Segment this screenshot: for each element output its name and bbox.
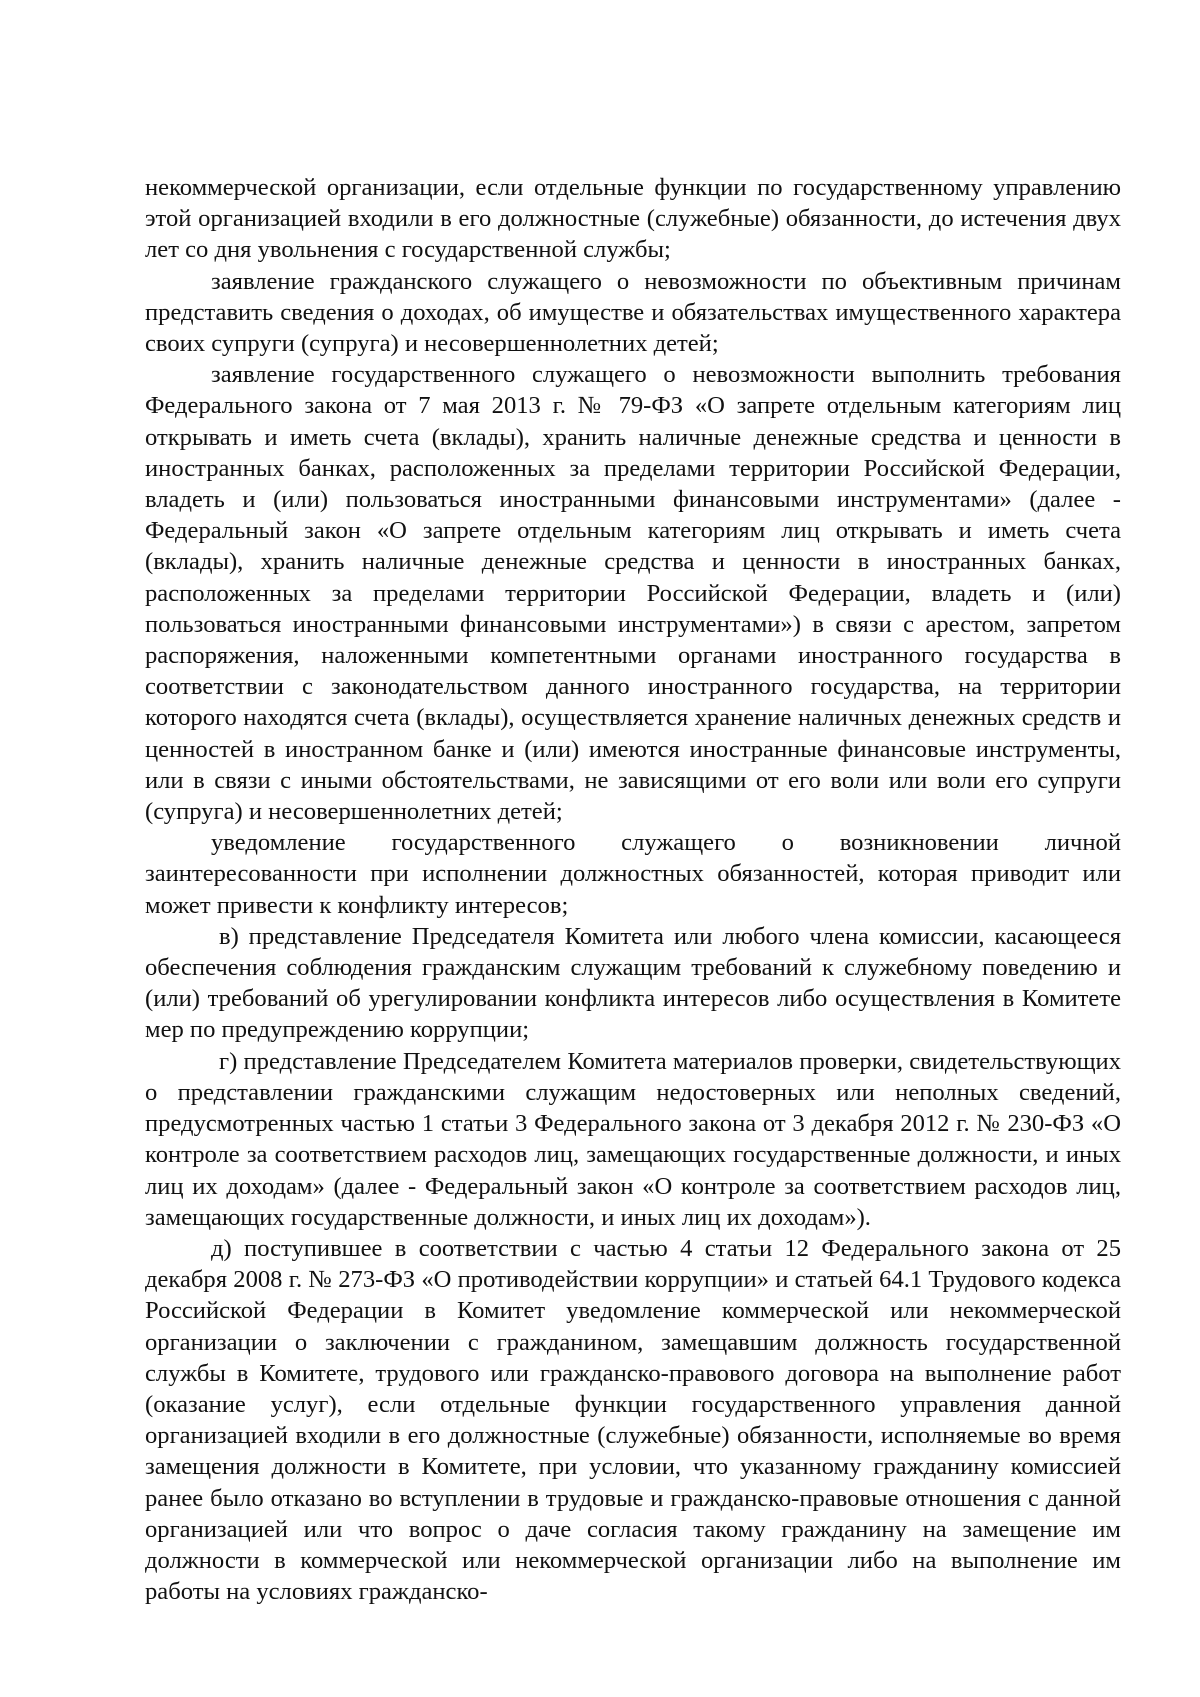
paragraph-item-g: г) представление Председателем Комитета материалов проверки, свидетельствующих о представлении гражданскими служащим недостоверных или неполных сведений, предусмотренных частью 1 статьи 3 Федерального закона от 3 декабря 2012 г. № 230-ФЗ «О контроле за соответствием расходов лиц, замещающих государственные должности, и иных лиц их доходам» (далее - Федеральный закон «О контроле за соответствием расходов лиц, замещающих государственные должности, и иных лиц их доходам»). (145, 1047, 1121, 1231)
paragraph-item-d: д) поступившее в соответствии с частью 4 статьи 12 Федерального закона от 25 декабря 2008 г. № 273-ФЗ «О противодействии коррупции» и статьей 64.1 Трудового кодекса Российской Федерации в Комитет уведомление коммерческой или некоммерческой организации о заключении с гражданином, замещавшим должность государственной службы в Комитете, трудового или гражданско-правового договора на выполнение работ (оказание услуг), если отдельные функции государственного управления данной организацией входили в его должностные (служебные) обязанности, исполняемые во время замещения должности в Комитете, при условии, что указанному гражданину комиссией ранее было отказано во вступлении в трудовые и гражданско-правовые отношения с данной организацией или что вопрос о даче согласия такому гражданину на замещение им должности в коммерческой или некоммерческой организации либо на выполнение им работы на условиях гражданско- (145, 1234, 1121, 1606)
paragraph-item-v: в) представление Председателя Комитета или любого члена комиссии, касающееся обеспечения соблюдения гражданским служащим требований к служебному поведению и (или) требований об урегулировании конфликта интересов либо осуществления в Комитете мер по предупреждению коррупции; (145, 922, 1121, 1044)
paragraph-statement-foreign-accounts: заявление государственного служащего о невозможности выполнить требования Федерального закона от 7 мая 2013 г. № 79-ФЗ «О запрете отдельным категориям лиц открывать и иметь счета (вклады), хранить наличные денежные средства и ценности в иностранных банках, расположенных за пределами территории Российской Федерации, владеть и (или) пользоваться иностранными финансовыми инструментами» (далее - Федеральный закон «О запрете отдельным категориям лиц открывать и иметь счета (вклады), хранить наличные денежные средства и ценности в иностранных банках, расположенных за пределами территории Российской Федерации, владеть и (или) пользоваться иностранными финансовыми инструментами») в связи с арестом, запретом распоряжения, наложенными компетентными органами иностранного государства в соответствии с законодательством данного иностранного государства, на территории которого находятся счета (вклады), осуществляется хранение наличных денежных средств и ценностей в иностранном банке и (или) имеются иностранные финансовые инструменты, или в связи с иными обстоятельствами, не зависящими от его воли или воли его супруги (супруга) и несовершеннолетних детей; (145, 361, 1121, 826)
paragraph-statement-income-info: заявление гражданского служащего о невозможности по объективным причинам представить сведения о доходах, об имуществе и обязательствах имущественного характера своих супруги (супруга) и несовершеннолетних детей; (145, 267, 1121, 358)
document-body (145, 172, 1121, 1607)
paragraph-continuation: некоммерческой организации, если отдельные функции по государственному управлению этой организацией входили в его должностные (служебные) обязанности, до истечения двух лет со дня увольнения с государственной службы; (145, 174, 1121, 264)
paragraph-notice-conflict-of-interest: уведомление государственного служащего о возникновении личной заинтересованности при исполнении должностных обязанностей, которая приводит или может привести к конфликту интересов; (145, 829, 1121, 919)
